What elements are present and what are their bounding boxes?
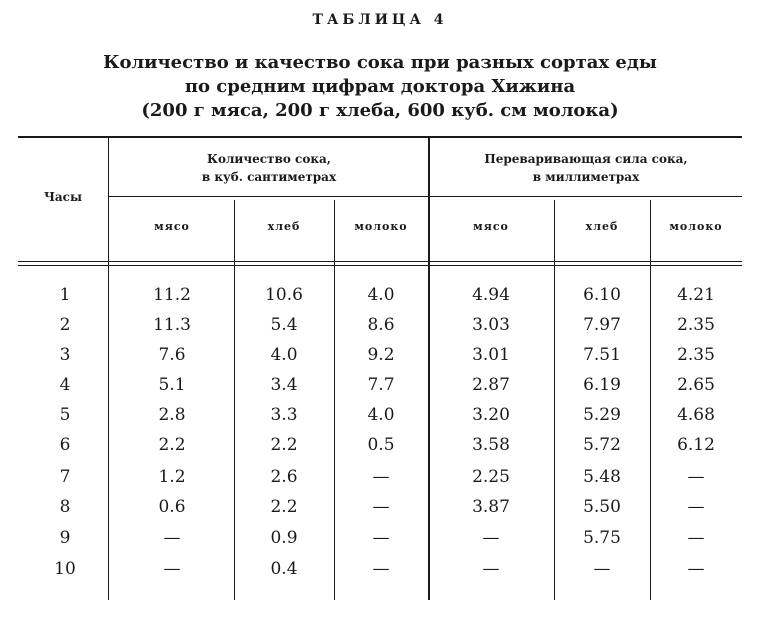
cell-power-milk: —	[687, 559, 705, 579]
cell-volume-bread: 10.6	[265, 285, 303, 305]
row-1	[0, 280, 760, 310]
cell-volume-meat: 7.6	[158, 345, 186, 365]
group-header-rule	[108, 196, 742, 197]
cell-hour: 10	[54, 559, 76, 579]
cell-volume-bread: 2.2	[270, 435, 298, 455]
caption-line-2: по средним цифрам доктора Хижина	[184, 76, 576, 97]
cell-power-milk: 2.35	[677, 315, 715, 335]
cell-volume-milk: 4.0	[367, 405, 395, 425]
cell-volume-milk: 9.2	[367, 345, 395, 365]
cell-hour: 9	[59, 528, 71, 548]
cell-power-meat: —	[482, 559, 500, 579]
cell-power-bread: 6.10	[583, 285, 621, 305]
cell-volume-milk: —	[372, 528, 390, 548]
cell-power-meat: 3.87	[472, 497, 510, 517]
cell-volume-milk: 0.5	[367, 435, 395, 455]
cell-hour: 3	[59, 345, 71, 365]
cell-hour: 7	[59, 467, 71, 487]
cell-power-bread: 6.19	[583, 375, 621, 395]
cell-power-meat: 3.03	[472, 315, 510, 335]
cell-hour: 6	[59, 435, 71, 455]
cell-volume-milk: 8.6	[367, 315, 395, 335]
cell-volume-meat: —	[163, 559, 181, 579]
header-bottom-rule-1	[18, 261, 742, 262]
cell-volume-bread: 0.9	[270, 528, 298, 548]
cell-volume-meat: 11.2	[153, 285, 191, 305]
cell-hour: 1	[59, 285, 71, 305]
row-3	[0, 340, 760, 370]
subheader-volume-milk: молоко	[354, 220, 408, 233]
row-2	[0, 310, 760, 340]
row-10	[0, 554, 760, 584]
subheader-power-bread: хлеб	[585, 220, 619, 233]
cell-power-bread: 5.50	[583, 497, 621, 517]
subheader-power-meat: мясо	[473, 220, 509, 233]
cell-power-meat: 3.58	[472, 435, 510, 455]
cell-power-meat: 3.01	[472, 345, 510, 365]
cell-volume-meat: —	[163, 528, 181, 548]
cell-power-milk: —	[687, 528, 705, 548]
cell-hour: 8	[59, 497, 71, 517]
cell-volume-bread: 3.3	[270, 405, 298, 425]
cell-power-meat: —	[482, 528, 500, 548]
cell-power-bread: —	[593, 559, 611, 579]
cell-power-bread: 7.51	[583, 345, 621, 365]
header-group-volume: Количество сока, в куб. сантиметрах	[201, 152, 337, 184]
cell-volume-bread: 2.2	[270, 497, 298, 517]
cell-power-milk: 2.35	[677, 345, 715, 365]
cell-volume-meat: 11.3	[153, 315, 191, 335]
cell-volume-bread: 5.4	[270, 315, 298, 335]
cell-hour: 2	[59, 315, 71, 335]
cell-volume-milk: —	[372, 559, 390, 579]
table-top-rule	[18, 136, 742, 138]
cell-power-milk: 4.68	[677, 405, 715, 425]
row-5	[0, 400, 760, 430]
cell-power-milk: 4.21	[677, 285, 715, 305]
cell-power-bread: 7.97	[583, 315, 621, 335]
cell-volume-milk: —	[372, 467, 390, 487]
cell-hour: 5	[59, 405, 71, 425]
cell-hour: 4	[59, 375, 71, 395]
cell-volume-bread: 0.4	[270, 559, 298, 579]
cell-volume-meat: 0.6	[158, 497, 186, 517]
cell-volume-milk: —	[372, 497, 390, 517]
cell-power-milk: 2.65	[677, 375, 715, 395]
cell-volume-bread: 4.0	[270, 345, 298, 365]
cell-volume-meat: 2.8	[158, 405, 186, 425]
row-6	[0, 430, 760, 460]
cell-volume-meat: 5.1	[158, 375, 186, 395]
cell-power-bread: 5.72	[583, 435, 621, 455]
cell-power-meat: 4.94	[472, 285, 510, 305]
cell-volume-meat: 1.2	[158, 467, 186, 487]
subheader-volume-meat: мясо	[154, 220, 190, 233]
caption-line-1: Количество и качество сока при разных сортах еды	[103, 52, 657, 73]
header-bottom-rule-2	[18, 265, 742, 266]
cell-volume-meat: 2.2	[158, 435, 186, 455]
header-group-power: Переваривающая сила сока, в миллиметрах	[484, 152, 688, 184]
cell-volume-bread: 3.4	[270, 375, 298, 395]
row-8	[0, 492, 760, 522]
cell-power-meat: 2.25	[472, 467, 510, 487]
cell-power-bread: 5.75	[583, 528, 621, 548]
cell-power-bread: 5.48	[583, 467, 621, 487]
row-9	[0, 523, 760, 553]
subheader-volume-bread: хлеб	[267, 220, 301, 233]
cell-power-meat: 3.20	[472, 405, 510, 425]
header-hours: Часы	[43, 190, 83, 204]
cell-power-milk: 6.12	[677, 435, 715, 455]
cell-power-bread: 5.29	[583, 405, 621, 425]
cell-volume-milk: 7.7	[367, 375, 395, 395]
cell-power-milk: —	[687, 467, 705, 487]
cell-power-milk: —	[687, 497, 705, 517]
row-7	[0, 462, 760, 492]
subheader-power-milk: молоко	[669, 220, 723, 233]
caption-line-3: (200 г мяса, 200 г хлеба, 600 куб. см молока)	[141, 100, 619, 121]
cell-volume-bread: 2.6	[270, 467, 298, 487]
cell-power-meat: 2.87	[472, 375, 510, 395]
table-label: ТАБЛИЦА 4	[312, 12, 448, 28]
row-4	[0, 370, 760, 400]
cell-volume-milk: 4.0	[367, 285, 395, 305]
